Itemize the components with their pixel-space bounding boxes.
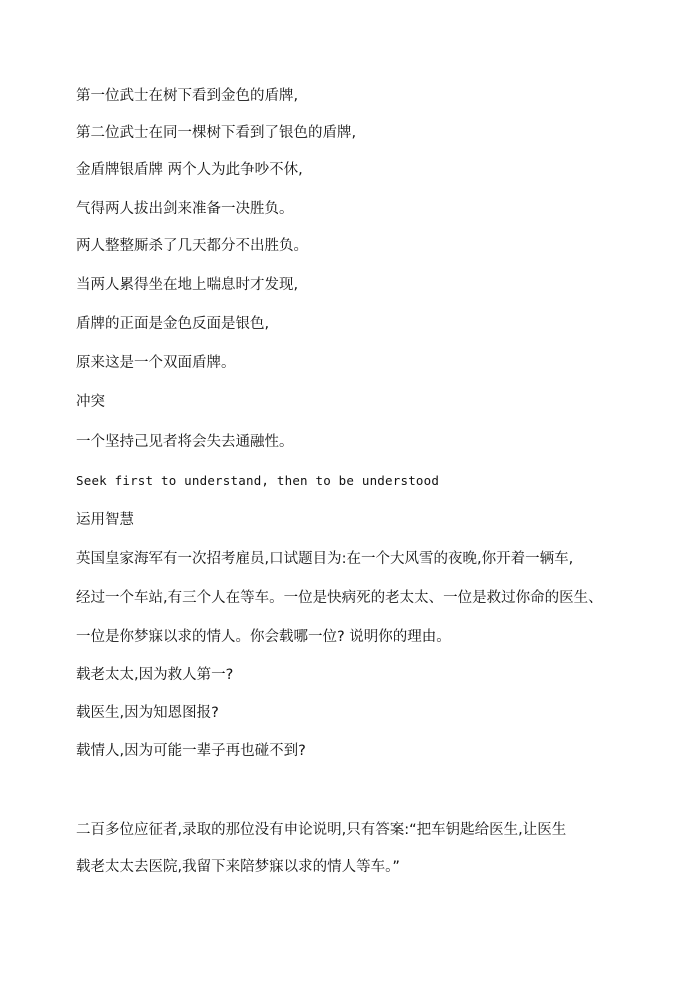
text-line: 一个坚持己见者将会失去通融性。 — [76, 434, 294, 450]
text-line: 载老太太去医院,我留下来陪梦寐以求的情人等车。” — [76, 859, 400, 875]
text-line: 一位是你梦寐以求的情人。你会载哪一位? 说明你的理由。 — [76, 629, 451, 645]
text-line: 金盾牌银盾牌 两个人为此争吵不休, — [76, 162, 303, 178]
text-line: 经过一个车站,有三个人在等车。一位是快病死的老太太、一位是救过你命的医生、 — [76, 590, 603, 606]
text-line: 二百多位应征者,录取的那位没有申论说明,只有答案:“把车钥匙给医生,让医生 — [76, 822, 567, 838]
text-line: 原来这是一个双面盾牌。 — [76, 355, 236, 371]
text-line: 载老太太,因为救人第一? — [76, 667, 234, 683]
text-line: 英国皇家海军有一次招考雇员,口试题目为:在一个大风雪的夜晚,你开着一辆车, — [76, 551, 574, 567]
section-heading: 运用智慧 — [76, 512, 134, 528]
text-line: 第二位武士在同一棵树下看到了银色的盾牌, — [76, 125, 357, 141]
text-line: 气得两人拔出剑来准备一决胜负。 — [76, 201, 294, 217]
text-line: 载医生,因为知恩图报? — [76, 705, 219, 721]
text-line: 盾牌的正面是金色反面是银色, — [76, 316, 270, 332]
text-line: 两人整整厮杀了几天都分不出胜负。 — [76, 238, 308, 254]
text-line: 载情人,因为可能一辈子再也碰不到? — [76, 743, 306, 759]
text-line: 当两人累得坐在地上喘息时才发现, — [76, 277, 299, 293]
english-quote: Seek first to understand, then to be understood — [76, 473, 440, 488]
section-heading: 冲突 — [76, 394, 105, 410]
text-line: 第一位武士在树下看到金色的盾牌, — [76, 88, 299, 104]
